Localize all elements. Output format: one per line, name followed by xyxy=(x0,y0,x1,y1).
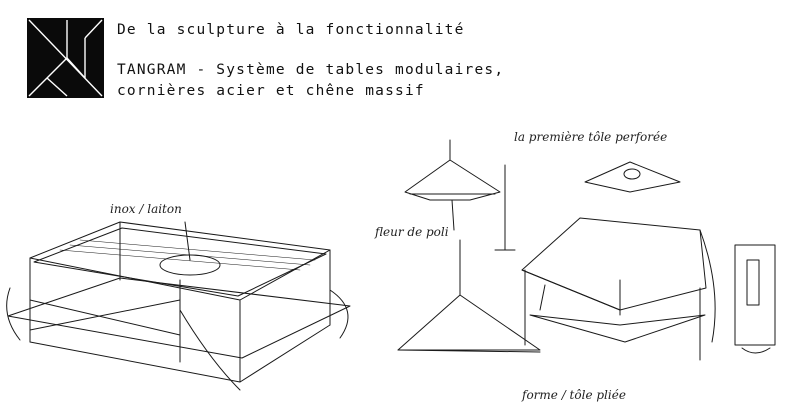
annotation-lamp-note: fleur de poli xyxy=(375,225,449,239)
lamp-sketch-right xyxy=(585,162,680,192)
lamp-sketch-top xyxy=(405,140,500,230)
lamp-sketch-bottom xyxy=(398,165,540,352)
column-sketch-far-right xyxy=(735,245,775,353)
table-sketch-right xyxy=(522,218,715,360)
table-sketch-left xyxy=(7,222,350,390)
sketch-drawings xyxy=(0,110,804,418)
tangram-logo xyxy=(27,18,104,98)
annotation-perforated: la première tôle perforée xyxy=(514,130,668,144)
heading-line-1: De la sculpture à la fonctionnalité xyxy=(117,22,465,38)
annotation-left-table: inox / laiton xyxy=(110,202,182,216)
heading-line-2: TANGRAM - Système de tables modulaires, xyxy=(117,62,505,78)
annotation-bottom-lamp: forme / tôle pliée xyxy=(522,388,626,402)
title-block xyxy=(117,20,504,102)
tangram-logo-mark xyxy=(27,18,104,98)
heading-line-3: cornières acier et chêne massif xyxy=(117,83,425,99)
